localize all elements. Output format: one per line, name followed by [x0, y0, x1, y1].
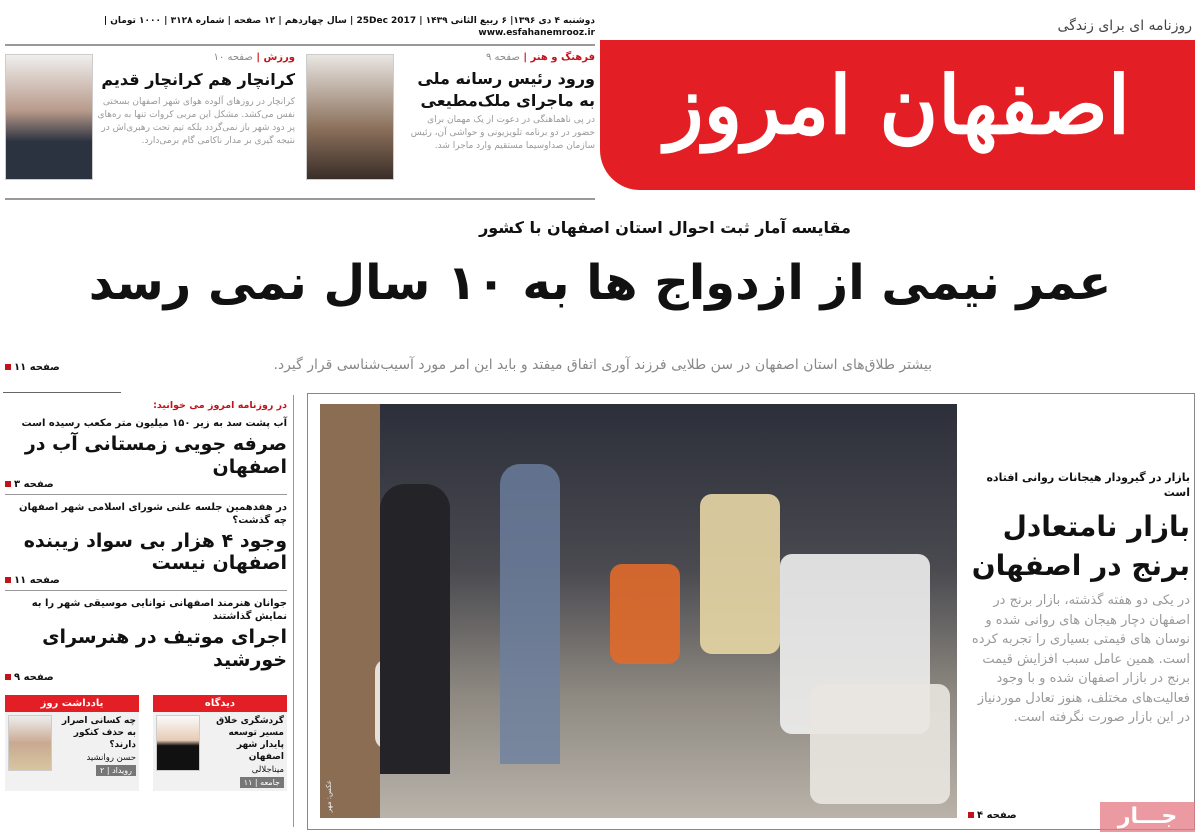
- author-photo: [8, 715, 52, 771]
- photo-pillar: [320, 404, 380, 818]
- lead-deck: بیشتر طلاق‌های استان اصفهان در سن طلایی فرزند آوری اتفاق میفتد و باید این امر مورد آسیب‌شناسی قرار گیرد.: [273, 357, 932, 373]
- teaser-photo: [5, 54, 93, 180]
- teaser-body: کرانچار در روزهای آلوده هوای شهر اصفهان بسختی نفس می‌کشد. مشکل این مربی کروات تنها به ره‌های پر دود شهر باز نمی‌گردد بلکه تیم تحت رهبری‌اش در نتیجه گیری بر مدار ناکامی گام برمی‌دارد.: [97, 96, 295, 146]
- box-badge: رویداد | ۲: [96, 765, 136, 776]
- opinion-box[interactable]: [5, 695, 139, 792]
- author-photo: [156, 715, 200, 771]
- divider: [5, 44, 595, 46]
- story-title: اجرای موتیف در هنرسرای خورشید: [42, 626, 287, 671]
- story-kicker: در هفدهمین جلسه علنی شورای اسلامی شهر اصفهان چه گذشت؟: [19, 501, 287, 526]
- page-ref[interactable]: صفحه ۱۱: [5, 362, 60, 373]
- teaser-body: در پی ناهماهنگی در دعوت از یک مهمان برای حضور در دو برنامه تلویزیونی و حواشی آن، رئیس سازمان صداوسیما مستقیم وارد ماجرا شد.: [410, 115, 595, 152]
- teaser-photo: [306, 54, 394, 180]
- divider: [5, 198, 595, 200]
- left-story[interactable]: [5, 495, 287, 592]
- box-title: چه کسانی اصرار به حذف کنکور دارند؟: [61, 715, 136, 751]
- left-column: [5, 400, 287, 791]
- box-author: حسن روانشید: [86, 753, 136, 764]
- story-title: صرفه جویی زمستانی آب در اصفهان: [24, 433, 287, 478]
- watermark-logo: جـــار: [1100, 802, 1195, 832]
- page-ref[interactable]: صفحه ۱۱: [5, 575, 287, 586]
- photo-figure: [500, 464, 560, 764]
- story-kicker: آب پشت سد به زیر ۱۵۰ میلیون متر مکعب رسیده است: [21, 418, 287, 429]
- teaser-ketab[interactable]: [405, 52, 595, 153]
- teaser-title: کرانچار هم کرانچار قدیم: [101, 70, 295, 89]
- opinion-boxes: [5, 695, 287, 792]
- story-body: در یکی دو هفته گذشته، بازار برنج در اصفهان دچار هیجان های روانی شده و نوسان های قیمتی بسیاری را تجربه کرده است. همین عامل سبب افزایش قیمت برنج در بازار اصفهان شده و با وجود فعالیت‌های مختلف، هنوز تعادل موردنیاز در این بازار صورت نگرفته است.: [971, 593, 1190, 726]
- teaser-title: ورود رئیس رسانه ملی به ماجرای ملک‌مطیعی: [417, 69, 595, 110]
- section-tag: ورزش | صفحه ۱۰: [213, 52, 295, 63]
- photo-sack: [810, 684, 950, 804]
- page-ref[interactable]: صفحه ۴: [968, 810, 1017, 821]
- photo-sack: [610, 564, 680, 664]
- box-header: یادداشت روز: [5, 695, 139, 712]
- right-story: [962, 470, 1190, 728]
- opinion-box[interactable]: [153, 695, 287, 792]
- photo-sack: [700, 494, 780, 654]
- info-bar: دوشنبه ۴ دی ۱۳۹۶| ۶ ربیع الثانی ۱۴۳۹ | 25Dec 2017 | سال چهاردهم | ۱۲ صفحه | شماره ۳۱۲۸ | ۱۰۰۰ تومان | www.esfahanemrooz.ir: [103, 16, 595, 38]
- left-story[interactable]: [5, 591, 287, 687]
- story-title[interactable]: بازار نامتعادل برنج در اصفهان: [971, 509, 1190, 582]
- story-kicker: بازار در گیرودار هیجانات روانی افتاده است: [986, 471, 1190, 500]
- story-kicker: جوانان هنرمند اصفهانی توانایی موسیقی شهر را به نمایش گذاشتند: [31, 598, 287, 623]
- box-badge: جامعه | ۱۱: [240, 777, 284, 788]
- logo-top: [650, 0, 1070, 45]
- lead-kicker: مقایسه آمار ثبت احوال استان اصفهان با کشور: [479, 218, 851, 237]
- divider: [3, 392, 121, 393]
- logo-text: اصفهان امروز: [665, 58, 1130, 152]
- teaser-sport[interactable]: [97, 52, 295, 148]
- photo-credit: عکس: مهر: [325, 779, 333, 812]
- newspaper-logo: [600, 40, 1195, 190]
- story-title: وجود ۴ هزار بی سواد زیبنده اصفهان نیست: [23, 529, 287, 575]
- section-tag: فرهنگ و هنر | صفحه ۹: [486, 52, 595, 63]
- box-header: دیدگاه: [153, 695, 287, 712]
- page-ref[interactable]: صفحه ۳: [5, 479, 287, 490]
- page-ref[interactable]: صفحه ۹: [5, 672, 287, 683]
- column-divider: [293, 395, 294, 827]
- box-title: گردشگری خلاق مسیر توسعه پایدار شهر اصفهان: [216, 715, 284, 763]
- in-this-issue-label: در روزنامه امروز می خوانید:: [153, 400, 287, 411]
- left-story[interactable]: [5, 411, 287, 495]
- box-author: میناجلالی: [251, 765, 284, 776]
- main-photo[interactable]: [320, 404, 957, 818]
- lead-headline[interactable]: عمر نیمی از ازدواج ها به ۱۰ سال نمی رسد: [88, 255, 1112, 311]
- photo-figure: [380, 484, 450, 774]
- slogan: روزنامه ای برای زندگی: [1057, 18, 1192, 34]
